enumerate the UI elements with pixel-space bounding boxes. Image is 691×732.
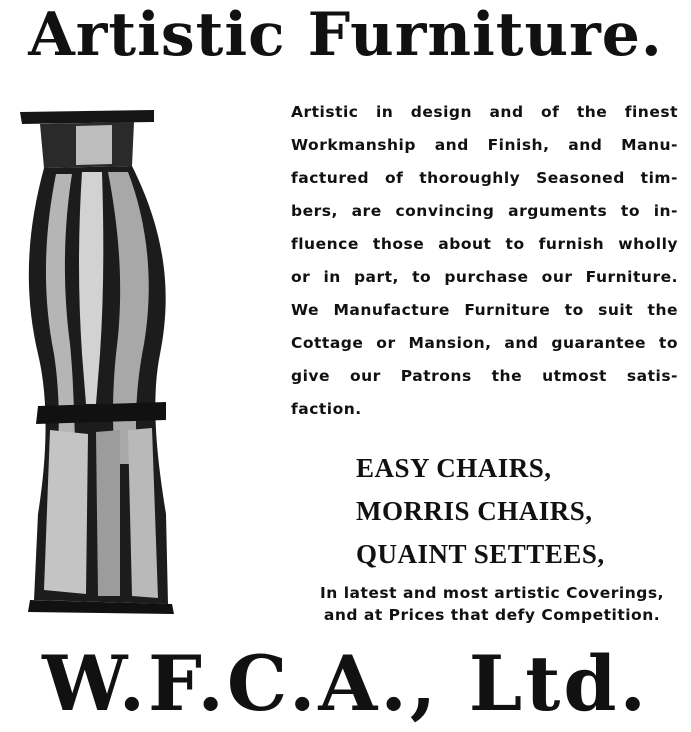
body-paragraph — [291, 96, 678, 426]
tagline-line: and at Prices that defy Competition. — [323, 606, 661, 624]
tagline-line: In latest and most artistic Coverings, — [320, 584, 664, 602]
body-line: We Manufacture Furniture to suit the — [291, 301, 678, 319]
body-line: Artistic in design and of the finest — [291, 103, 678, 121]
product-item: EASY CHAIRS, — [356, 453, 552, 483]
body-line: Workmanship and Finish, and Manu- — [291, 136, 678, 154]
product-item: MORRIS CHAIRS, — [356, 496, 593, 526]
headline: Artistic Furniture. — [28, 0, 663, 70]
body-line: bers, are convincing arguments to in- — [291, 202, 678, 220]
body-line: Cottage or Mansion, and guarantee to — [291, 334, 678, 352]
body-line: give our Patrons the utmost satis- — [291, 367, 678, 385]
body-line: faction. — [291, 400, 362, 418]
body-line: factured of thoroughly Seasoned tim- — [291, 169, 678, 187]
product-item: QUAINT SETTEES, — [356, 539, 605, 569]
body-line: or in part, to purchase our Furniture. — [291, 268, 678, 286]
tagline — [297, 582, 687, 626]
product-list — [356, 447, 676, 576]
body-line: fluence those about to furnish wholly — [291, 235, 678, 253]
pedestal-illustration — [16, 104, 194, 616]
company-name: W.F.C.A., Ltd. — [42, 639, 649, 728]
